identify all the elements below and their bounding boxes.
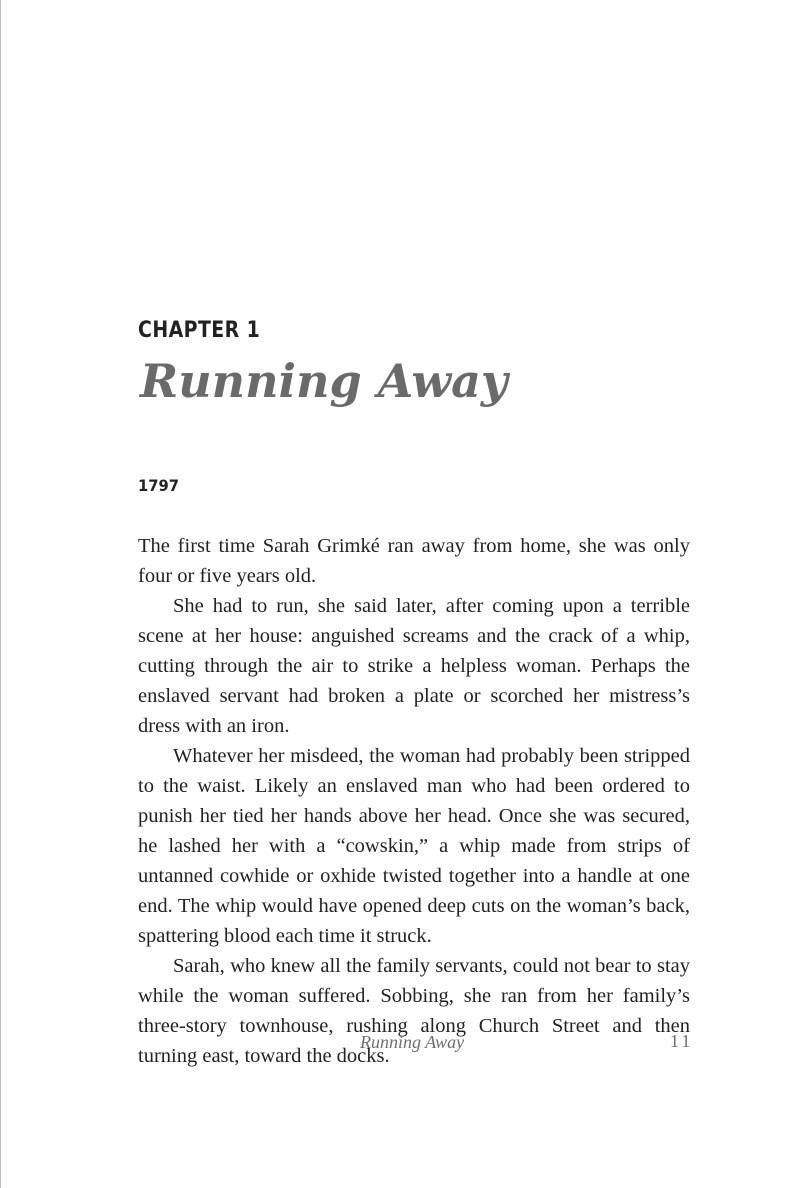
section-year: 1797 — [138, 476, 179, 495]
body-text — [138, 531, 690, 1071]
running-footer-title: Running Away — [360, 1032, 465, 1052]
chapter-label: CHAPTER 1 — [138, 318, 261, 343]
chapter-title: Running Away — [140, 354, 508, 408]
page-number: 11 — [670, 1031, 694, 1051]
paragraph: Whatever her misdeed, the woman had probably been stripped to the waist. Likely an enslaved man who had been ordered to punish her tied her hands above her head. Once she was secured, he lashed her with a “cowskin,” a whip made from strips of untanned cowhide or oxhide twisted together into a handle at one end. The whip would have opened deep cuts on the woman’s back, spattering blood each time it struck. — [138, 745, 690, 947]
paragraph: Sarah, who knew all the family servants, could not bear to stay while the woman suffered. Sobbing, she ran from her family’s three-story townhouse, rushing along Church Street and then turning east, toward the docks. — [138, 955, 690, 1067]
page-edge — [0, 0, 1, 1188]
paragraph: She had to run, she said later, after coming upon a terrible scene at her house: anguished screams and the crack of a whip, cutting through the air to strike a helpless woman. Perhaps the enslaved servant had broken a plate or scorched her mistress’s dress with an iron. — [138, 595, 690, 737]
paragraph: The first time Sarah Grimké ran away from home, she was only four or five years old. — [138, 535, 690, 587]
